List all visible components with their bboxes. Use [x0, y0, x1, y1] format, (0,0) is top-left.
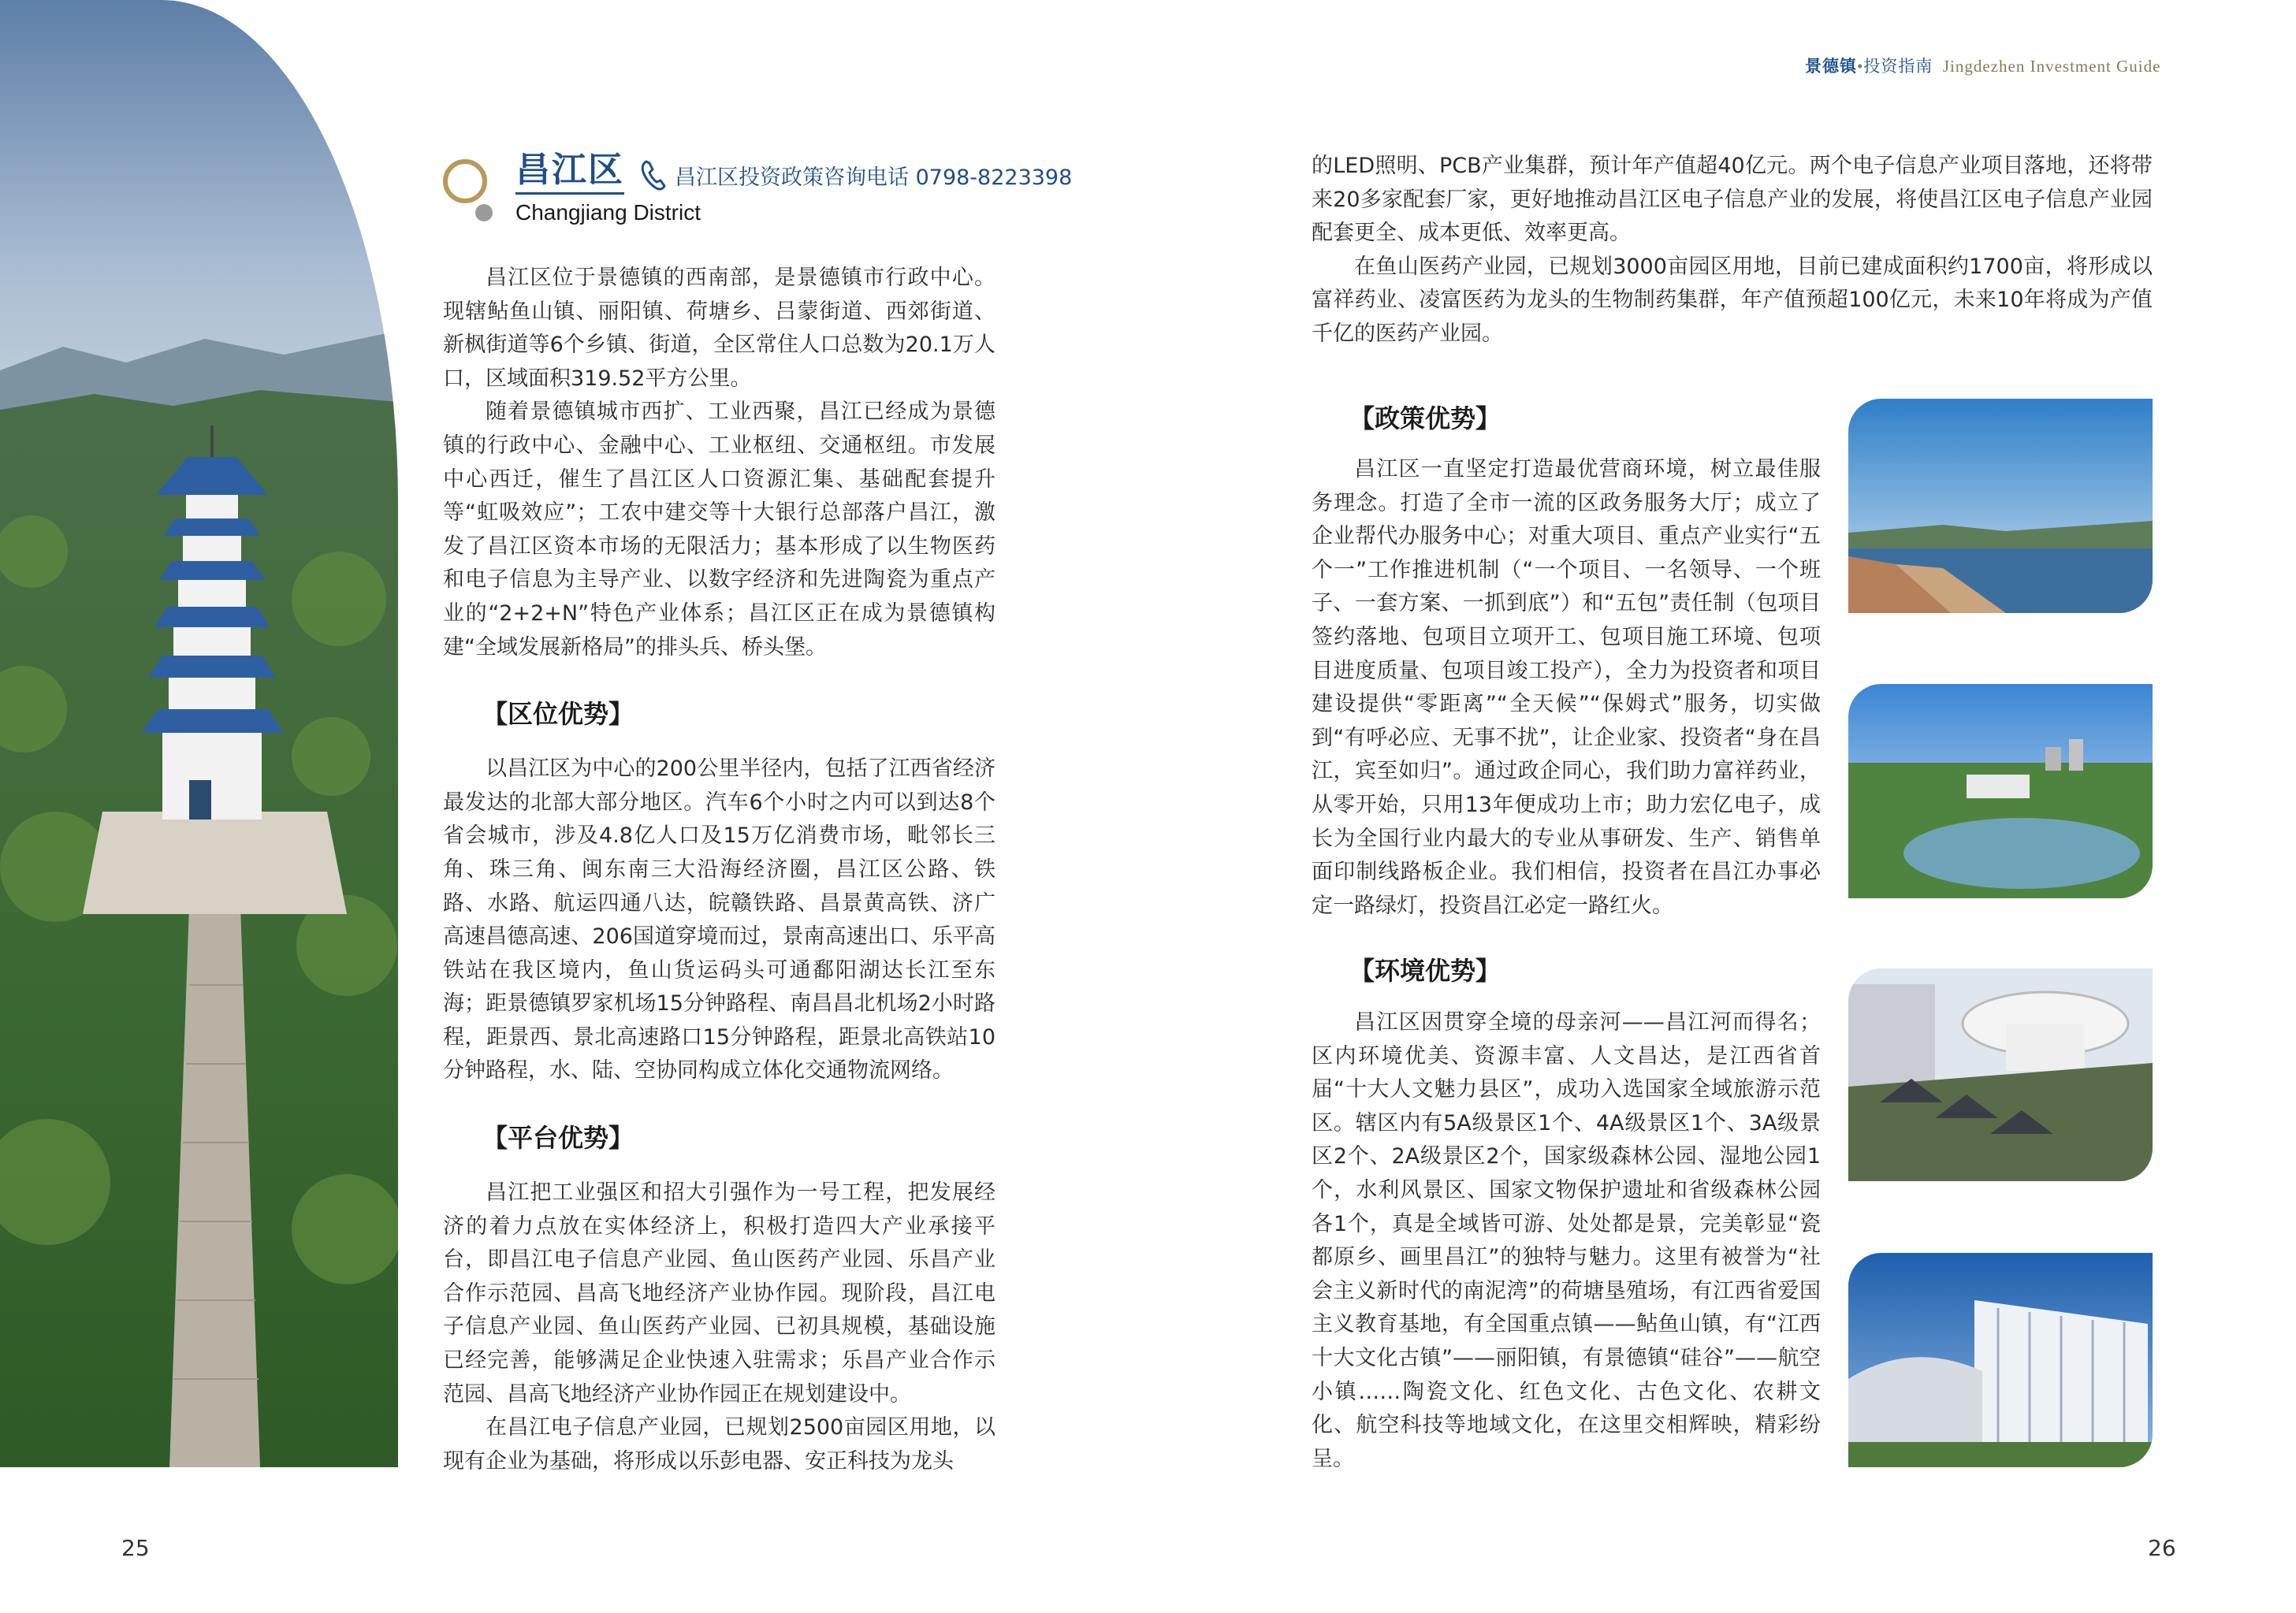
pharma-paragraph: 在鱼山医药产业园，已规划3000亩园区用地，目前已建成面积约1700亩，将形成以富祥药业、凌富医药为龙头的生物制药集群，年产值预超100亿元，未来10年将成为产值千亿的医药产业园。	[1312, 254, 2153, 346]
intro-paragraph-1: 昌江区位于景德镇的西南部，是景德镇市行政中心。现辖鲇鱼山镇、丽阳镇、荷塘乡、吕蒙街道、西郊街道、新枫街道等6个乡镇、街道，全区常住人口总数为20.1万人口，区域面积319.52平方公里。	[443, 266, 995, 391]
phone-hotline: 昌江区投资政策咨询电话 0798-8223398	[675, 165, 1073, 190]
platform-paragraph-1: 昌江把工业强区和招大引强作为一号工程，把发展经济的着力点放在实体经济上，积极打造四大产业承接平台，即昌江电子信息产业园、鱼山医药产业园、乐昌产业合作示范园、昌高飞地经济产业协作园。现阶段，昌江电子信息产业园、鱼山医药产业园、已初具规模，基础设施已经完善，能够满足企业快速入驻需求；乐昌产业合作示范园、昌高飞地经济产业协作园正在规划建设中。	[443, 1180, 995, 1407]
heading-ring-ornament	[443, 159, 487, 203]
location-paragraph: 以昌江区为中心的200公里半径内，包括了江西省经济最发达的北部大部分地区。汽车6个小时之内可以到达8个省会城市，涉及4.8亿人口及15万亿消费市场，毗邻长三角、珠三角、闽东南三大沿海经济圈，昌江区公路、铁路、水路、航运四通八达，皖赣铁路、昌景黄高铁、济广高速昌德高速、206国道穿境而过，景南高速出口、乐平高铁站在我区境内，鱼山货运码头可通鄱阳湖达长江至东海；距景德镇罗家机场15分钟路程、南昌昌北机场2小时路程，距景西、景北高速路口15分钟路程，距景北高铁站10分钟路程，水、陆、空协同构成立体化交通物流网络。	[443, 756, 995, 1083]
hero-photo-pagoda	[0, 0, 398, 1467]
continuation-paragraph: 的LED照明、PCB产业集群，预计年产值超40亿元。两个电子信息产业项目落地，还将带来20多家配套厂家，更好地推动昌江区电子信息产业的发展，将使昌江区电子信息产业园配套更全、成本更低、效率更高。	[1312, 154, 2153, 246]
phone-icon	[640, 159, 667, 191]
heading-dot-ornament	[475, 204, 493, 221]
policy-text-block	[1312, 453, 1821, 923]
left-text-column	[443, 262, 995, 1478]
running-header	[1805, 54, 2160, 77]
policy-paragraph: 昌江区一直坚定打造最优营商环境，树立最佳服务理念。打造了全市一流的区政务服务大厅；成立了企业帮代办服务中心；对重大项目、重点产业实行“五个一”工作推进机制（“一个项目、一名领导、一个班子、一套方案、一抓到底”）和“五包”责任制（包项目签约落地、包项目立项开工、包项目施工环境、包项目进度质量、包项目竣工投产），全力为投资者和项目建设提供“零距离”“全天候”“保姆式”服务，切实做到“有呼必应、无事不扰”，让企业家、投资者“身在昌江，宾至如归”。通过政企同心，我们助力富祥药业，从零开始，只用13年便成功上市；助力宏亿电子，成长为全国行业内最大的专业从事研发、生产、销售单面印制线路板企业。我们相信，投资者在昌江办事必定一路绿灯，投资昌江必定一路红火。	[1312, 457, 1821, 918]
header-brand: 景德镇	[1805, 56, 1857, 76]
photo-modern-building	[1848, 1253, 2153, 1467]
environment-heading: 【环境优势】	[1349, 956, 1502, 986]
location-heading: 【区位优势】	[482, 699, 634, 730]
photo-ceramic-architecture	[1848, 968, 2153, 1181]
platform-paragraph-2: 在昌江电子信息产业园，已规划2500亩园区用地，以现有企业为基础，将形成以乐彭电器、安正科技为龙头	[443, 1415, 995, 1474]
page-number-right: 26	[2148, 1535, 2176, 1561]
intro-paragraph-2: 随着景德镇城市西扩、工业西聚，昌江已经成为景德镇的行政中心、金融中心、工业枢纽、交通枢纽。市发展中心西迁，催生了昌江区人口资源汇集、基础配套提升等“虹吸效应”；工农中建交等十大银行总部落户昌江，激发了昌江区资本市场的无限活力；基本形成了以生物医药和电子信息为主导产业、以数字经济和先进陶瓷为重点产业的“2+2+N”特色产业体系；昌江区正在成为景德镇构建“全域发展新格局”的排头兵、桥头堡。	[443, 400, 995, 660]
section-title: 昌江区	[515, 150, 624, 195]
platform-heading: 【平台优势】	[482, 1123, 634, 1154]
header-sep: •	[1857, 57, 1864, 76]
environment-paragraph: 昌江区因贯穿全境的母亲河——昌江河而得名；区内环境优美、资源丰富、人文昌达，是江西省首届“十大人文魅力县区”，成功入选国家全域旅游示范区。辖区内有5A级景区1个、4A级景区1个、3A级景区2个、2A级景区2个，国家级森林公园、湿地公园1个，水利风景区、国家文物保护遗址和省级森林公园各1个，真是全域皆可游、处处都是景，完美彰显“瓷都原乡、画里昌江”的独特与魅力。这里有被誉为“社会主义新时代的南泥湾”的荷塘垦殖场，有江西省爱国主义教育基地，有全国重点镇——鲇鱼山镇，有“江西十大文化古镇”——丽阳镇，有景德镇“硅谷”——航空小镇……陶瓷文化、红色文化、古色文化、农耕文化、航空科技等地域文化，在这里交相辉映，精彩纷呈。	[1312, 1010, 1821, 1471]
header-guide-en: Jingdezhen Investment Guide	[1942, 57, 2161, 76]
policy-heading: 【政策优势】	[1349, 403, 1502, 433]
header-guide-cn: 投资指南	[1863, 57, 1933, 76]
page-number-left: 25	[121, 1535, 150, 1561]
pagoda-illustration	[0, 0, 398, 1467]
right-top-text	[1312, 150, 2153, 351]
photo-lakeside-promenade	[1848, 399, 2153, 613]
photo-park-lake	[1848, 684, 2153, 898]
section-subtitle-en: Changjiang District	[515, 200, 701, 225]
environment-text-block	[1312, 1006, 1821, 1476]
